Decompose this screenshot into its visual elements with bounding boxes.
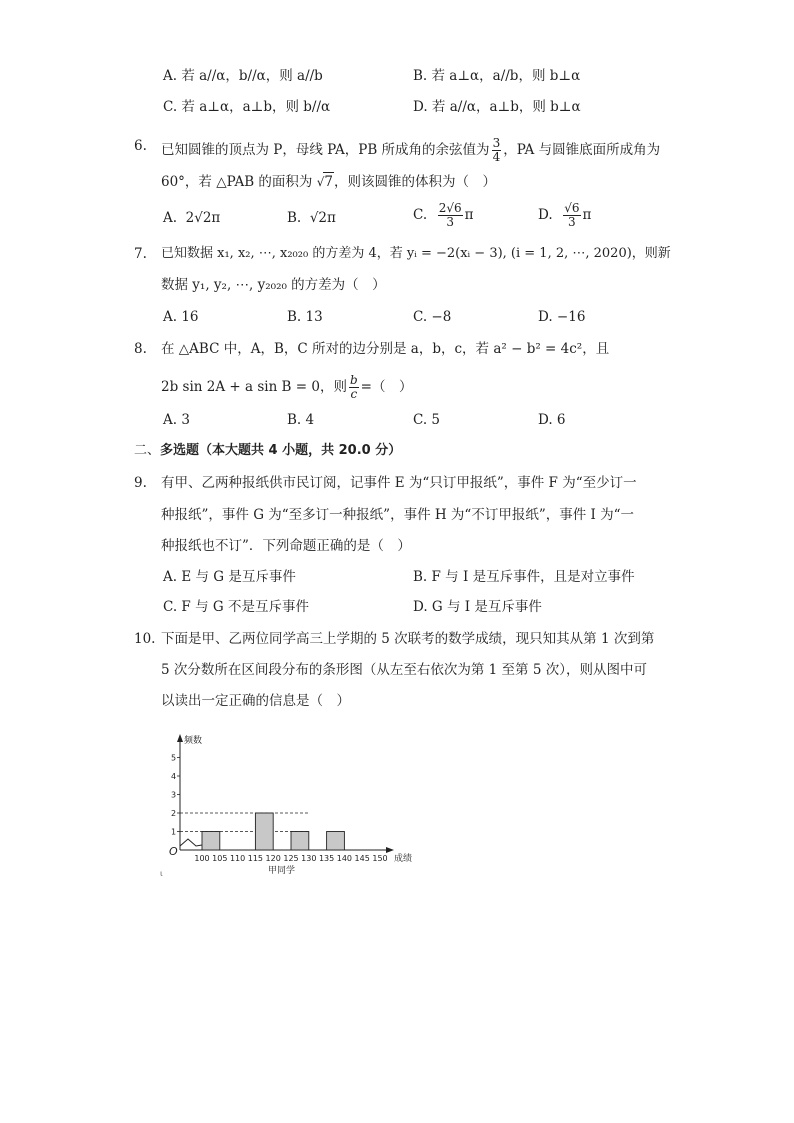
q9-option-b: B. F 与 I 是互斥事件，且是对立事件 (413, 569, 635, 585)
q9-line3: 种报纸也不订”．下列命题正确的是（ ） (161, 538, 411, 554)
bar (327, 832, 345, 851)
section-heading: 二、多选题（本大题共 4 小题，共 20.0 分） (134, 443, 402, 458)
x-axis-label: 成绩 (394, 854, 413, 864)
q5-option-c: C. 若 a⊥α，a⊥b，则 b//α (163, 99, 331, 115)
q9-option-c: C. F 与 G 不是互斥事件 (163, 599, 309, 615)
x-tick-label: 135 (318, 854, 335, 863)
q8-line2: 2b sin 2A + a sin B = 0，则 $\frac{b}{c}$ =（ ） (161, 373, 413, 401)
q5-option-b: B. 若 a⊥α，a//b，则 b⊥α (413, 68, 581, 84)
y-tick-label: 3 (171, 790, 177, 800)
q8-number: 8. (134, 341, 147, 357)
q6-option-d: D. $\frac{√6}{3}$ π (538, 201, 592, 229)
q6-fraction: $\frac{3}{4}$ (492, 136, 501, 164)
x-tick-label: 145 (354, 854, 370, 863)
q5-option-d: D. 若 a//α，a⊥b，则 b⊥α (413, 99, 581, 115)
q8-option-b: B. 4 (287, 412, 315, 428)
q7-number: 7. (134, 246, 147, 262)
q7-line2: 数据 y₁, y₂, ⋯, y₂₀₂₀ 的方差为（ ） (161, 277, 386, 293)
q10-line1: 下面是甲、乙两位同学高三上学期的 5 次联考的数学成绩，现只知其从第 1 次到第 (161, 631, 655, 647)
chart-title: 甲同学 (268, 866, 296, 876)
q9-option-a: A. E 与 G 是互斥事件 (163, 569, 296, 585)
y-axis-arrow (177, 734, 183, 742)
q8-fraction: $\frac{b}{c}$ (349, 373, 358, 401)
q5-option-a: A. 若 a//α，b//α，则 a//b (163, 68, 323, 84)
q7-option-c: C. −8 (413, 309, 452, 325)
q7-option-b: B. 13 (287, 309, 323, 325)
q6-line1: 已知圆锥的顶点为 P，母线 PA，PB 所成角的余弦值为 $\frac{3}{4}$ ，PA 与圆锥底面所成角为 (161, 136, 661, 164)
q10-number: 10. (134, 631, 156, 647)
x-tick-label: 150 (372, 854, 388, 863)
q9-line2: 种报纸”，事件 G 为“至多订一种报纸”，事件 H 为“不订甲报纸”，事件 I 为“一 (161, 507, 635, 523)
x-tick-label: 105 (212, 854, 228, 863)
x-tick-label: 140 (336, 854, 353, 863)
q9-number: 9. (134, 475, 147, 491)
q6-option-c: C. $\frac{2√6}{3}$ π (413, 201, 474, 229)
y-tick-label: 4 (171, 772, 177, 781)
q7-option-d: D. −16 (538, 309, 586, 325)
bar (291, 832, 309, 851)
bar (255, 813, 273, 850)
q10-line3: 以读出一定正确的信息是（ ） (161, 693, 350, 709)
x-tick-label: 110 (229, 854, 246, 863)
q8-option-c: C. 5 (413, 412, 441, 428)
x-tick-label: 115 (247, 854, 264, 863)
q6-option-a: A. 2√2π (163, 210, 221, 226)
x-axis-arrow (386, 847, 394, 853)
y-tick-label: 2 (171, 809, 177, 818)
q8-option-d: D. 6 (538, 412, 566, 428)
y-tick-label: 1 (171, 827, 177, 837)
q8-line1: 在 △ABC 中，A，B，C 所对的边分别是 a，b，c，若 a² − b² = 4c²，且 (161, 341, 610, 357)
y-tick-label: 5 (171, 753, 177, 763)
q6-number: 6. (134, 138, 147, 154)
q6-line2: 60°，若 △PAB 的面积为 √7，则该圆锥的体积为（ ） (161, 174, 496, 190)
q7-option-a: A. 16 (163, 309, 199, 325)
origin-label: O (169, 845, 178, 858)
x-tick-label: 125 (283, 854, 299, 863)
y-axis-label: 频数 (184, 736, 203, 746)
x-tick-label: 100 (194, 854, 210, 863)
stray-mark: ι (160, 869, 163, 878)
q10-line2: 5 次分数所在区间段分布的条形图（从左至右依次为第 1 至第 5 次），则从图中可 (161, 662, 647, 678)
q7-line1: 已知数据 x₁, x₂, ⋯, x₂₀₂₀ 的方差为 4，若 yᵢ = −2(xᵢ − 3), (i = 1, 2, ⋯, 2020)，则新 (161, 246, 671, 261)
q9-line1: 有甲、乙两种报纸供市民订阅，记事件 E 为“只订甲报纸”，事件 F 为“至少订一 (161, 475, 637, 491)
x-tick-label: 130 (301, 854, 317, 863)
bar (202, 832, 220, 851)
axis-break (180, 839, 202, 846)
x-tick-label: 120 (265, 854, 281, 863)
q9-option-d: D. G 与 I 是互斥事件 (413, 599, 542, 615)
q6-option-b: B. √2π (287, 210, 336, 226)
q8-option-a: A. 3 (163, 412, 190, 428)
score-bar-chart (160, 730, 430, 880)
